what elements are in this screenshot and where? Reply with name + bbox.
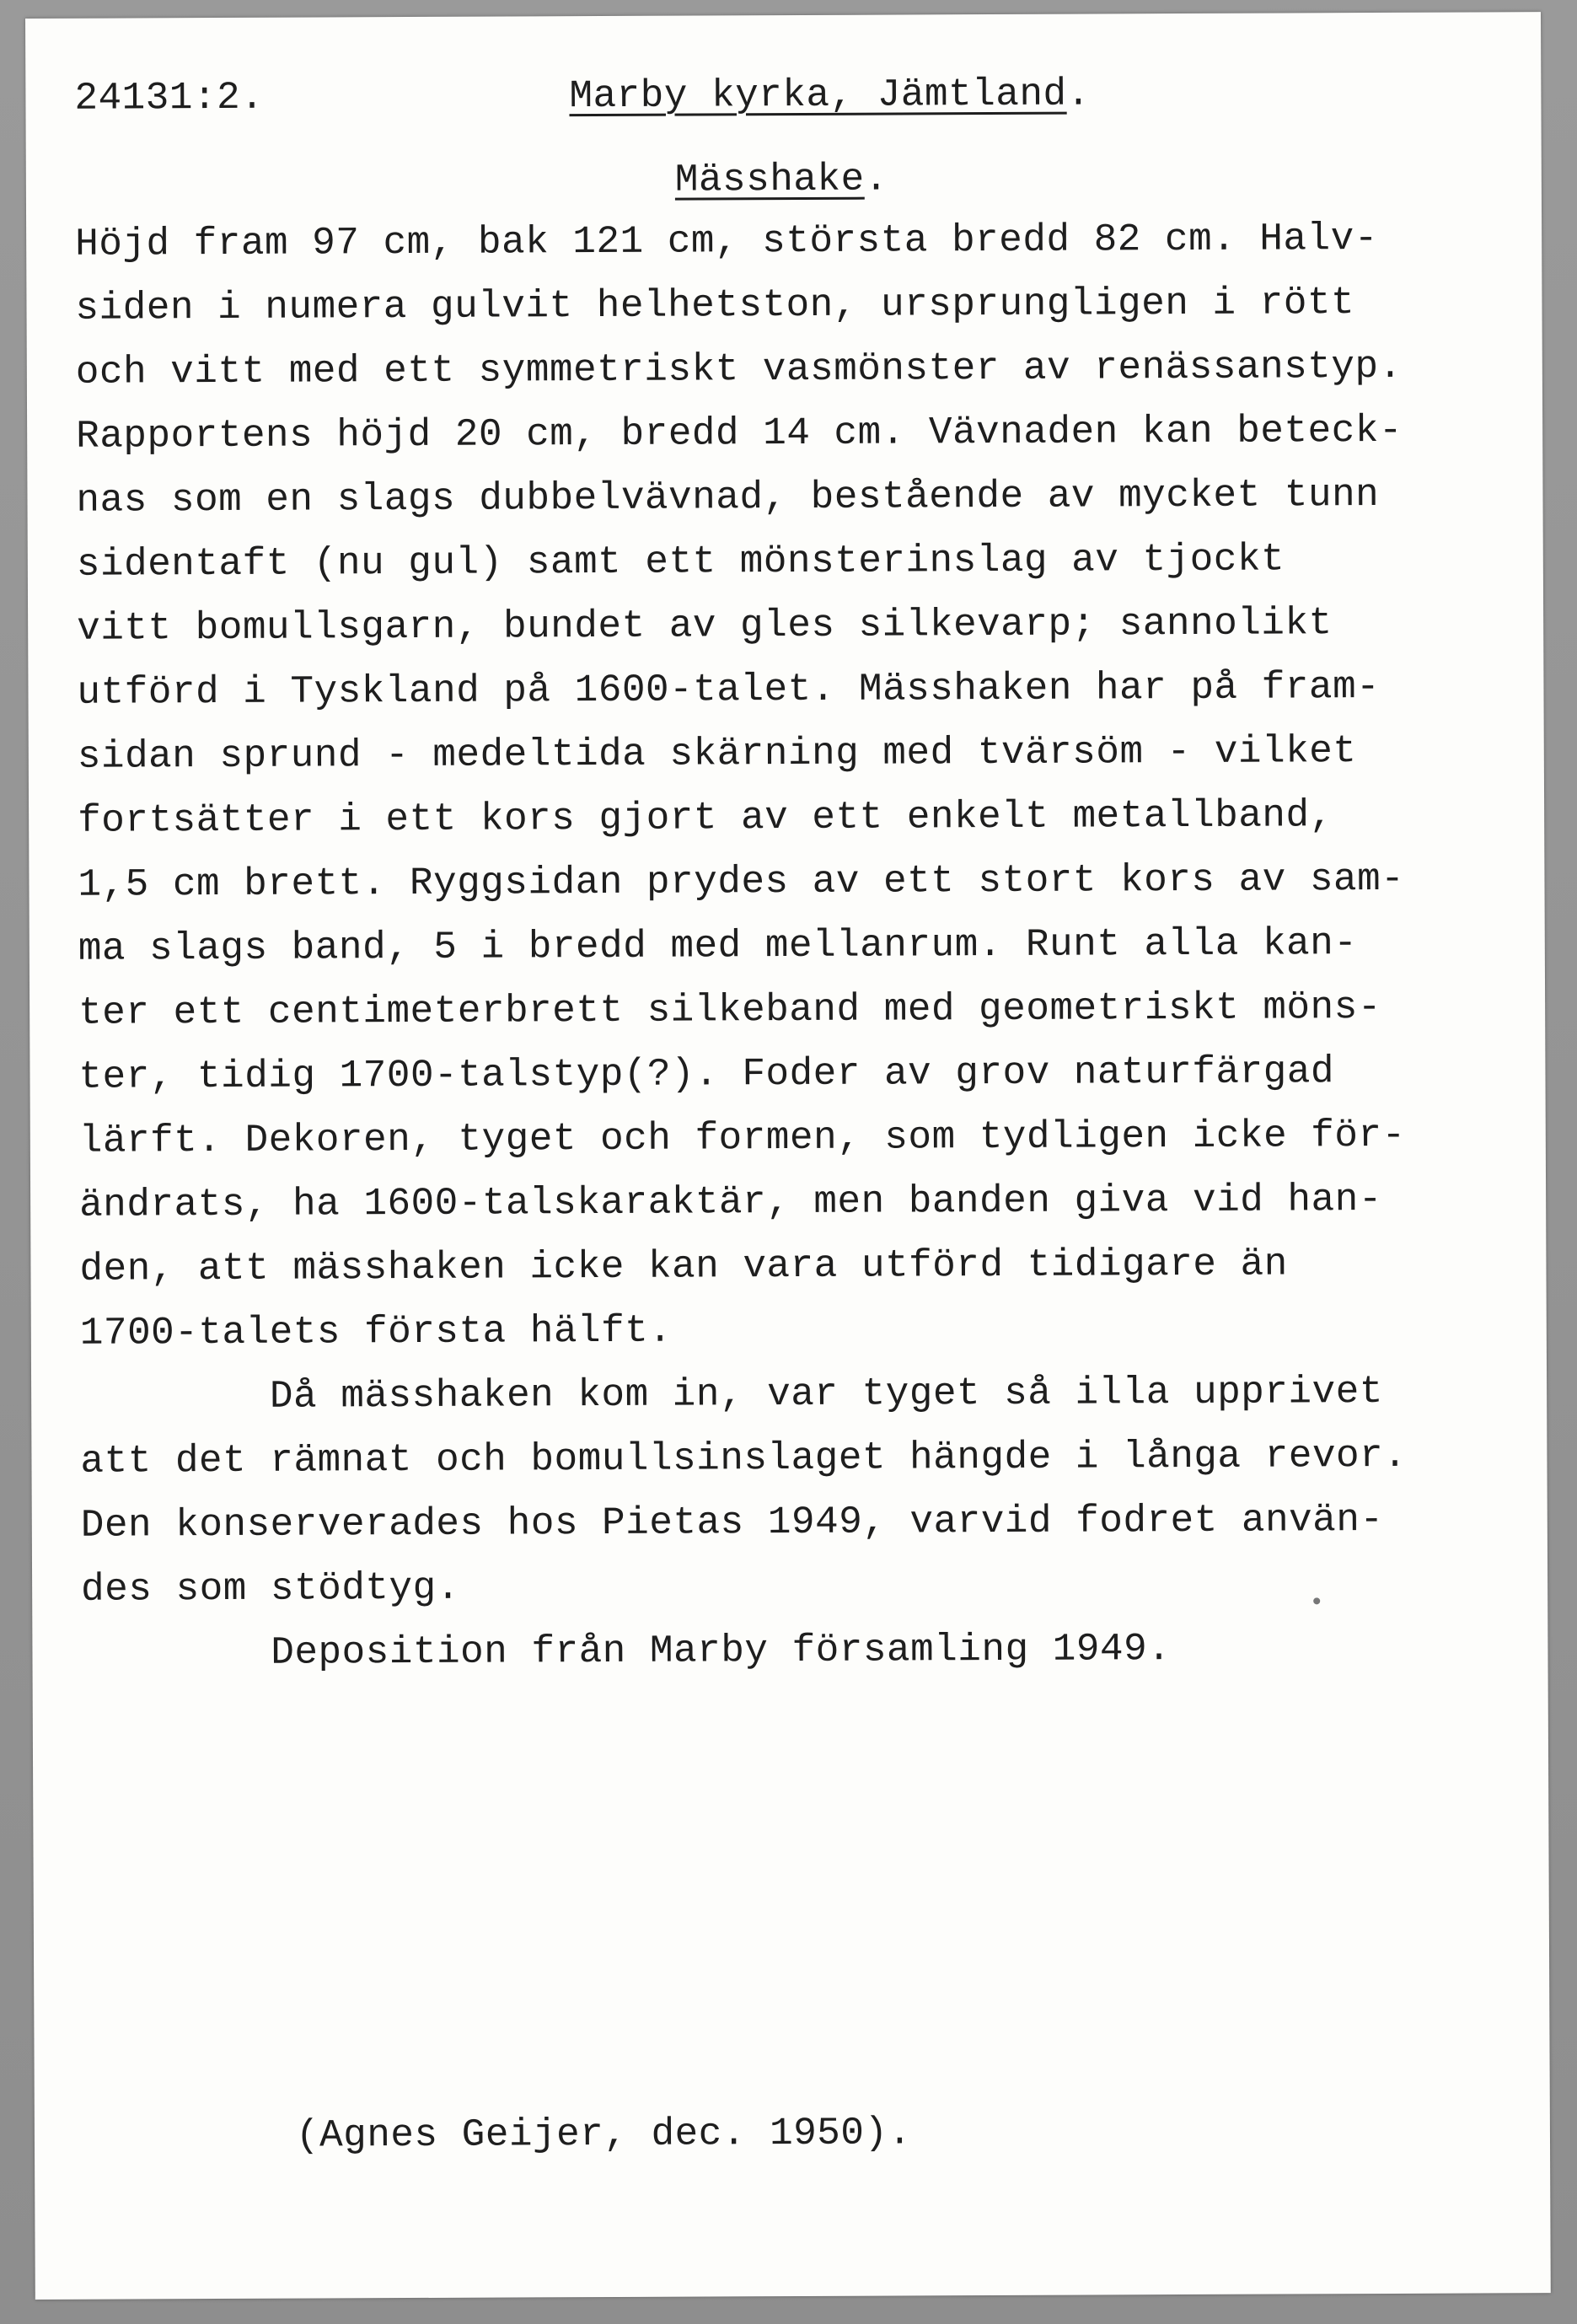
body-line: ter, tidig 1700-talstyp(?). Foder av grov naturfärgad	[78, 1049, 1335, 1099]
object-title: Mässhake	[674, 157, 865, 202]
ink-speck	[1313, 1597, 1320, 1604]
location-period: .	[1066, 72, 1091, 116]
object-period: .	[864, 157, 888, 201]
signature-line: (Agnes Geijer, dec. 1950).	[295, 2111, 912, 2158]
body-line: att det rämnat och bomullsinslaget hängde i långa revor.	[80, 1433, 1408, 1484]
body-line: nas som en slags dubbelvävnad, bestående av mycket tunn	[76, 472, 1380, 523]
body-line: Den konserverades hos Pietas 1949, varvid fodret använ-	[80, 1497, 1384, 1548]
object-heading	[674, 157, 888, 202]
body-line: des som stödtyg.	[81, 1565, 460, 1612]
body-line: Då mässhaken kom in, var tyget så illa upprivet	[80, 1369, 1383, 1420]
body-line: fortsätter i ett kors gjort av ett enkelt metallband,	[78, 793, 1333, 843]
body-line: Deposition från Marby församling 1949.	[81, 1627, 1172, 1676]
location-heading	[569, 72, 1091, 119]
location-title: Marby kyrka, Jämtland	[569, 72, 1067, 119]
body-line: Höjd fram 97 cm, bak 121 cm, största bredd 82 cm. Halv-	[75, 217, 1379, 266]
body-line: vitt bomullsgarn, bundet av gles silkevarp; sannolikt	[77, 601, 1333, 651]
catalog-card	[25, 12, 1551, 2300]
body-line: lärft. Dekoren, tyget och formen, som tydligen icke för-	[78, 1113, 1406, 1163]
catalog-number: 24131:2.	[74, 75, 265, 121]
body-line: den, att mässhaken icke kan vara utförd tidigare än	[79, 1242, 1288, 1291]
body-line: sidan sprund - medeltida skärning med tvärsöm - vilket	[77, 729, 1357, 779]
body-line: 1700-talets första hälft.	[79, 1308, 673, 1355]
body-line: Rapportens höjd 20 cm, bredd 14 cm. Vävnaden kan beteck-	[76, 408, 1403, 459]
body-line: ändrats, ha 1600-talskaraktär, men banden giva vid han-	[79, 1177, 1382, 1227]
body-line: och vitt med ett symmetriskt vasmönster av renässanstyp.	[75, 344, 1403, 394]
body-line: utförd i Tyskland på 1600-talet. Mässhaken har på fram-	[77, 664, 1381, 715]
body-line: ma slags band, 5 i bredd med mellanrum. Runt alla kan-	[78, 921, 1358, 971]
body-line: siden i numera gulvit helhetston, ursprungligen i rött	[75, 281, 1355, 330]
body-line: sidentaft (nu gul) samt ett mönsterinslag av tjockt	[76, 537, 1285, 587]
body-line: 1,5 cm brett. Ryggsidan prydes av ett stort kors av sam-	[78, 856, 1405, 907]
body-line: ter ett centimeterbrett silkeband med geometriskt möns-	[78, 985, 1381, 1035]
